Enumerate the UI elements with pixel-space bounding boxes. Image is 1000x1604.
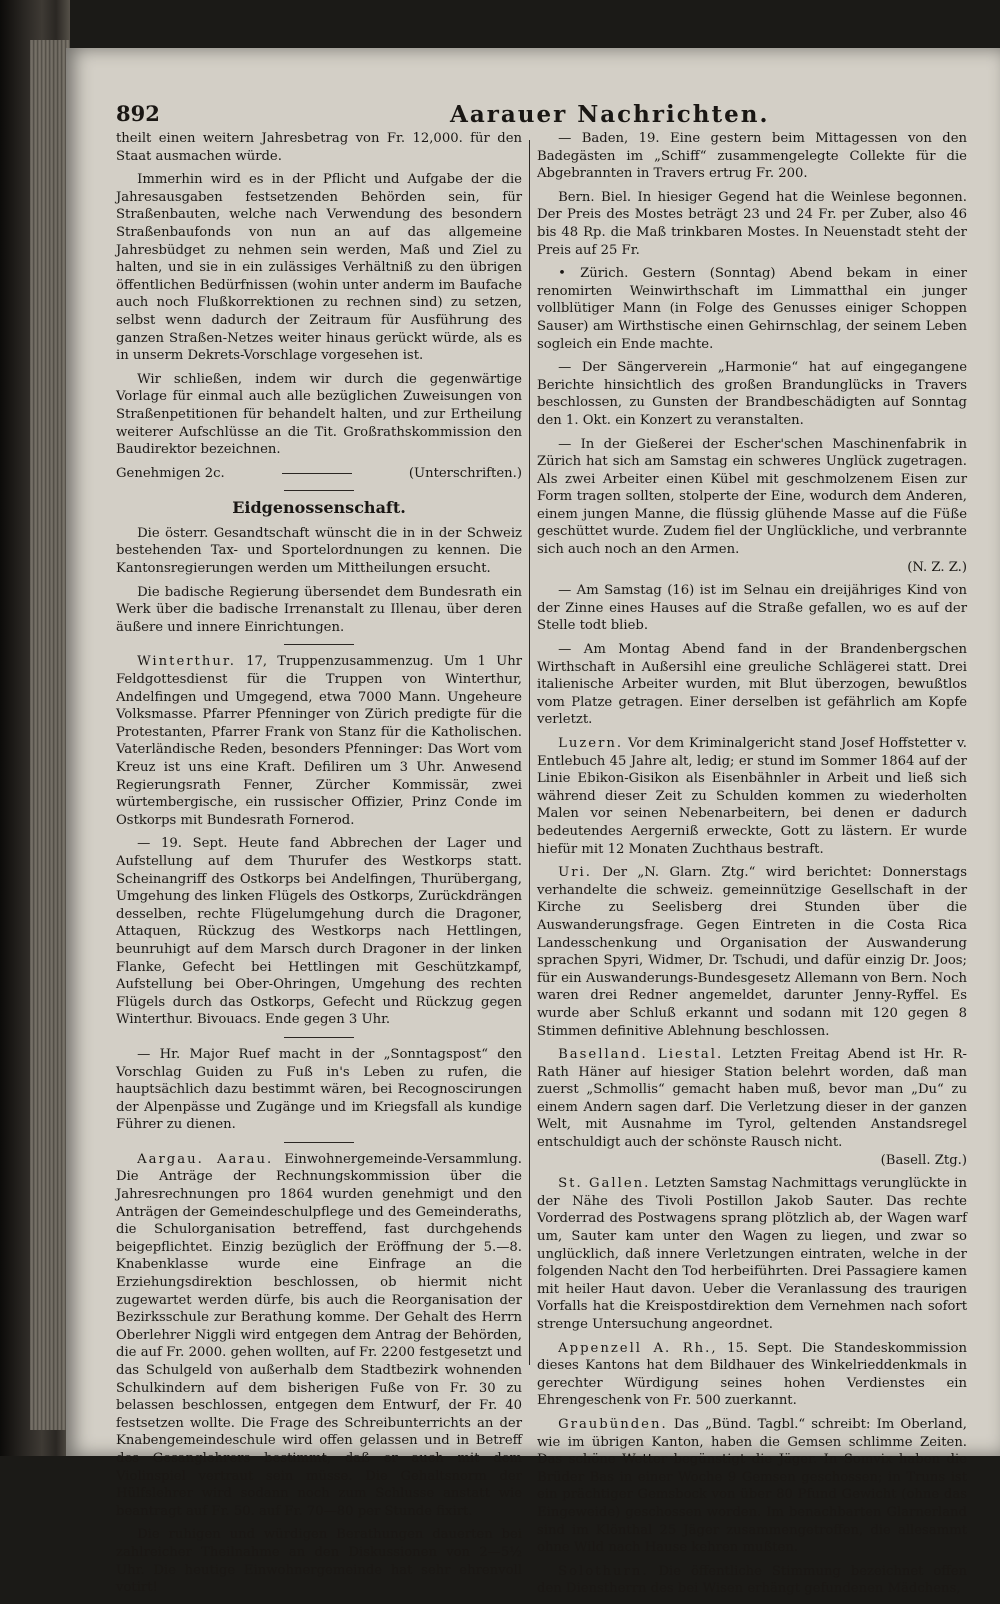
paragraph-text: 17, Truppenzusammenzug. Um 1 Uhr Feldgottesdienst für die Truppen von Winterthur, Andelfingen und Umgegend, etwa 7000 Mann. Ungeheure Volksmasse. Pfarrer Pfenninger von Zürich predigte für die Protestanten, Pfarrer Frank von Stanz für die Katholischen. Vaterländische Reden, besonders Pfenninger: Das Wort vom Kreuz ist uns eine Kraft. Defiliren um 3 Uhr. Anwesend Regierungsrath Fenner, Zürcher Kommissär, zwei würtembergische, ein russischer Offizier, Prinz Conde im Ostkorps mit Bundesrath Fornerod. [116,654,522,828]
paragraph [537,1416,967,1557]
divider [284,1142,354,1143]
paragraph: Die badische Regierung übersendet dem Bundesrath ein Werk über die badische Irrenanstalt zu Illenau, über deren äußere und innere Einrichtungen. [116,584,522,635]
signatures-note: (Unterschriften.) [408,465,522,481]
paragraph: — Der Sängerverein „Harmonie“ hat auf eingegangene Berichte hinsichtlich des großen Brandunglücks in Travers beschlossen, zu Gunsten der Brandbeschädigten auf Sonntag den 1. Okt. ein Konzert zu veranstalten. [537,360,967,428]
paragraph [537,1046,967,1169]
paragraph: Bern. Biel. In hiesiger Gegend hat die Weinlese begonnen. Der Preis des Mostes beträgt 23 und 24 Fr. per Zuber, also 46 bis 48 Rp. die Maß trinkbaren Mostes. In Neuenstadt steht der Preis auf 25 Fr. [537,189,967,258]
divider [284,490,354,491]
page-stack-edge [30,40,70,1430]
dateline: Luzern. [558,736,624,751]
paragraph: — 19. Sept. Heute fand Abbrechen der Lager und Aufstellung auf dem Thurufer des Westkorps statt. Scheinangriff des Ostkorps bei Andelfingen, Thurübergang, Umgehung des linken Flügels des Ostkorps, Zurückdrängen desselben, rechte Flügelumgehung durch die Dragoner, Attaquen, Rückzug des Westkorps nach Hettlingen, beunruhigt auf dem Marsch durch Dragoner in der linken Flanke, Gefecht bei Hettlingen mit Geschützkampf, Aufstellung bei Ober-Ohringen, Umgehung des rechten Flügels durch das Ostkorps, Gefecht und Rückzug gegen Winterthur. Bivouacs. Ende gegen 3 Uhr. [116,836,522,1028]
paragraph [537,1340,967,1410]
source-citation: (Basell. Ztg.) [880,1152,967,1168]
newspaper-title: Aarauer Nachrichten. [450,101,770,128]
paragraph-text: — In der Gießerei der Escher'schen Maschinenfabrik in Zürich hat sich am Samstag ein schweres Unglück zugetragen. Als zwei Arbeiter einen Kübel mit geschmolzenem Eisen zur Form tragen sollten, stolperte der Eine, wodurch dem Anderen, einem jungen Manne, die flüssig glühende Masse auf die Füße geschüttet wurde. Zudem fiel der Unglückliche, und verbrannte sich auch noch an den Armen. [537,436,967,558]
paragraph: theilt einen weitern Jahresbetrag von Fr. 12,000. für den Staat ausmachen würde. [116,131,522,164]
paragraph-text: 15. Sept. Die Standeskommission dieses Kantons hat dem Bildhauer des Winkelrieddenkmals in gerechter Würdigung seines hohen Verdienstes ein Ehrengeschenk von Fr. 500 zuerkannt. [537,1340,967,1409]
paragraph-text: Einwohnergemeinde-Versammlung. Die Anträge der Rechnungskommission über die Jahresrechnungen pro 1864 wurden genehmigt und den Anträgen der Gemeindeschulpflege und des Gemeinderaths, die Schulorganisation betreffend, fast durchgehends beigepflichtet. Einzig bezüglich der Eröffnung der 5.—8. Knabenklasse wurde eine Einfrage an die Erziehungsdirektion beschlossen, ob hiermit nicht zugewartet werden dürfe, bis auch die Reorganisation der Bezirksschule zur Berathung komme. Der Gehalt des Herrn Oberlehrer Niggli wird entgegen dem Antrag der Behörden, die auf Fr. 2000. gehen wollten, auf Fr. 2200 festgesetzt und das Schulgeld von außerhalb dem Stadtbezirk wohnenden Schulkindern auf dem bisherigen Fuße von Fr. 30 zu belassen beschlossen, entgegen dem Entwurf, der Fr. 40 festsetzen wollte. Die Frage des Schreibunterrichts an der Knabengemeindeschule wird offen gelassen und in Betreff des Gesanglehrers bestimmt, daß er auch mit dem Violinspiel vertraut sein müsse. Die Gehaltsnorm der Hülfslehrer wird sodann noch zum Schlusse anstatt wie beantragt auf Fr. 50. auf Fr. 70—80 per Stunde fixirt. [116,1151,522,1519]
dateline: St. Gallen. [558,1176,651,1192]
paragraph: Die ruhigen und würdigen Berathungen dauerten bei zahlreicher Theilnahme an den Diskussionen von 2—5½ Uhr. Die heutige Einwohnergemeinde hat sehr ehrenvoll votirt! [116,1527,522,1596]
left-column [116,130,522,1603]
paragraph-text: Vor dem Kriminalgericht stand Josef Hoffstetter v. Entlebuch 45 Jahre alt, ledig; er stund im Sommer 1864 auf der Linie Ebikon-Gisikon als Eisenbähnler in Arbeit und ließ sich während dieser Zeit zu Schulden kommen zu wiederholten Malen vor seinen Nebenarbeitern, bei denen er dadurch bedeutendes Aergerniß erweckte, Gott zu lästern. Er wurde hiefür mit 12 Monaten Zuchthaus bestraft. [537,736,967,857]
paragraph: — Hr. Major Ruef macht in der „Sonntagspost“ den Vorschlag Guiden zu Fuß in's Leben zu rufen, die hauptsächlich dazu bestimmt wären, bei Recognoscirungen der Alpenpässe und Zugänge und im Kriegsfall als kundige Führer zu dienen. [116,1046,522,1133]
dateline: Uri. [558,865,592,881]
paragraph [537,436,967,577]
dateline: Winterthur. [137,654,236,670]
divider [284,644,354,645]
divider [284,1037,354,1038]
signature-line [116,465,522,483]
source-citation: (N. Z. Z.) [907,559,967,575]
dateline: Solothurn. [558,1563,649,1579]
paragraph-text: Der „N. Glarn. Ztg.“ wird berichtet: Donnerstags verhandelte die schweiz. gemeinnützige Gesellschaft in der Kirche zu Seelisberg drei Stunden über die Auswanderungsfrage. Gegen Eintreten in die Costa Rica Landesschenkung und Organisation der Auswanderung sprachen Spyri, Widmer, Dr. Tschudi, und dafür einzig Dr. Joos; für ein Auswanderungs-Bundesgesetz Allemann von Bern. Noch waren drei Redner angemeldet, darunter Jenny-Ryffel. Es wurde aber Schluß erkannt und sodann mit 120 gegen 8 Stimmen definitive Ablehnung beschlossen. [537,865,967,1039]
dateline: Appenzell A. Rh., [558,1340,718,1356]
dateline: Aargau. Aarau. [137,1151,274,1167]
paragraph [116,653,522,829]
paragraph [537,735,967,858]
dateline: Baselland. Liestal. [558,1047,724,1063]
paragraph [537,1175,967,1333]
paragraph: — Am Samstag (16) ist im Selnau ein dreijähriges Kind von der Zinne eines Hauses auf die Straße gefallen, wo es auf der Stelle todt blieb. [537,583,967,634]
section-heading: Eidgenossenschaft. [232,498,406,518]
divider [282,473,352,474]
closing-formula: Genehmigen 2c. [116,465,225,481]
paragraph: Die österr. Gesandtschaft wünscht die in in der Schweiz bestehenden Tax- und Sportelordnungen zu kennen. Die Kantonsregierungen werden um Mittheilungen ersucht. [116,525,522,577]
paragraph-text: Das „Bünd. Tagbl.“ schreibt: Im Oberland, wie im übrigen Kanton, haben die Gemsen schlimme Zeiten. Das schöne Wetter begünstigt die Jäger. In Somvix haben die Brüder Bas in einer Woche 9 Gemsen geschossen; in Truns ist ein prächtiger Gemsbock von über 80 Pfund Gewicht (ohne das Eingeweide) geschossen worden. Im benachbarten Glarnerland sind im Klönthal 25 Jäger zusammengetroffen, die allesammt ohne Wild nach Hause kehren mußten. [537,1416,967,1556]
dateline: Graubünden. [558,1416,668,1432]
paragraph [116,1151,522,1520]
paragraph: — Am Montag Abend fand in der Brandenbergschen Wirthschaft in Außersihl eine greuliche Schlägerei statt. Drei italienische Arbeiter wurden, mit Blut überzogen, bewußtlos vom Platze getragen. Einer derselben ist gefährlich am Kopfe verletzt. [537,642,967,728]
paragraph: Wir schließen, indem wir durch die gegenwärtige Vorlage für einmal auch alle bezüglichen Zuweisungen von Straßenpetitionen für behandelt halten, und zur Ertheilung weiterer Aufschlüsse an die Tit. Großrathskommission den Baudirektor bezeichnen. [116,371,522,458]
paragraph: — Baden, 19. Eine gestern beim Mittagessen von den Badegästen im „Schiff“ zusammengelegte Collekte für die Abgebrannten in Travers ertrug Fr. 200. [537,131,967,182]
paragraph: • Zürich. Gestern (Sonntag) Abend bekam in einer renomirten Weinwirthschaft im Limmatthal ein junger vollblütiger Mann (in Folge des Genusses einiger Schoppen Sauser) am Wirthstische einen Gehirnschlag, der seinem Leben sogleich ein Ende machte. [537,266,967,352]
page-number: 892 [116,101,160,126]
paragraph-text: Letzten Samstag Nachmittags verunglückte in der Nähe des Tivoli Postillon Jakob Sauter. Das rechte Vorderrad des Postwagens sprang plötzlich ab, der Wagen warf um, Sauter kam unter den Wagen zu liegen, und zwar so unglücklich, daß innere Verletzungen eintraten, welche in der folgenden Nacht den Tod herbeiführten. Drei Passagiere kamen mit heiler Haut davon. Ueber die Veranlassung des traurigen Vorfalls hat die Kreispostdirektion dem Vernehmen nach sofort strenge Untersuchung angeordnet. [537,1176,967,1332]
paragraph [537,864,967,1040]
right-column [537,130,967,1604]
column-rule [529,140,530,1365]
paragraph-text: Letzten Freitag Abend ist Hr. R-Rath Häner auf hiesiger Station belehrt worden, daß man zuerst „Schmollis“ gemacht haben muß, bevor man „Du“ zu einem Andern sagen darf. Die Verletzung dieser in der ganzen Welt, mit Ausnahme im Tyrol, geltenden Anstandsregel entschuldigt auch der schönste Rausch nicht. [537,1047,967,1151]
paragraph: Immerhin wird es in der Pflicht und Aufgabe der die Jahresausgaben festsetzenden Behörden sein, für Straßenbauten, welche nach Verwendung des besondern Straßenbaufonds von nun an auf das allgemeine Jahresbüdget zu nehmen sein werden, Maß und Ziel zu halten, und sie in ein zulässiges Verhältniß zu den übrigen öffentlichen Bedürfnissen (wohin unter anderm im Baufache auch noch Flußkorrektionen zu rechnen sind) zu setzen, selbst wenn dadurch der Zeitraum für Ausführung des ganzen Straßen-Netzes weiter hinaus gerückt würde, als es in unserm Dekrets-Vorschlage vorgesehen ist. [116,172,522,364]
paragraph-text: Die öffentliche Stimmung bezeichnet offen den Dienstherrn des bei Wisen erhängt gefundenen Mädchens, [537,1563,967,1597]
paragraph [537,1563,967,1598]
